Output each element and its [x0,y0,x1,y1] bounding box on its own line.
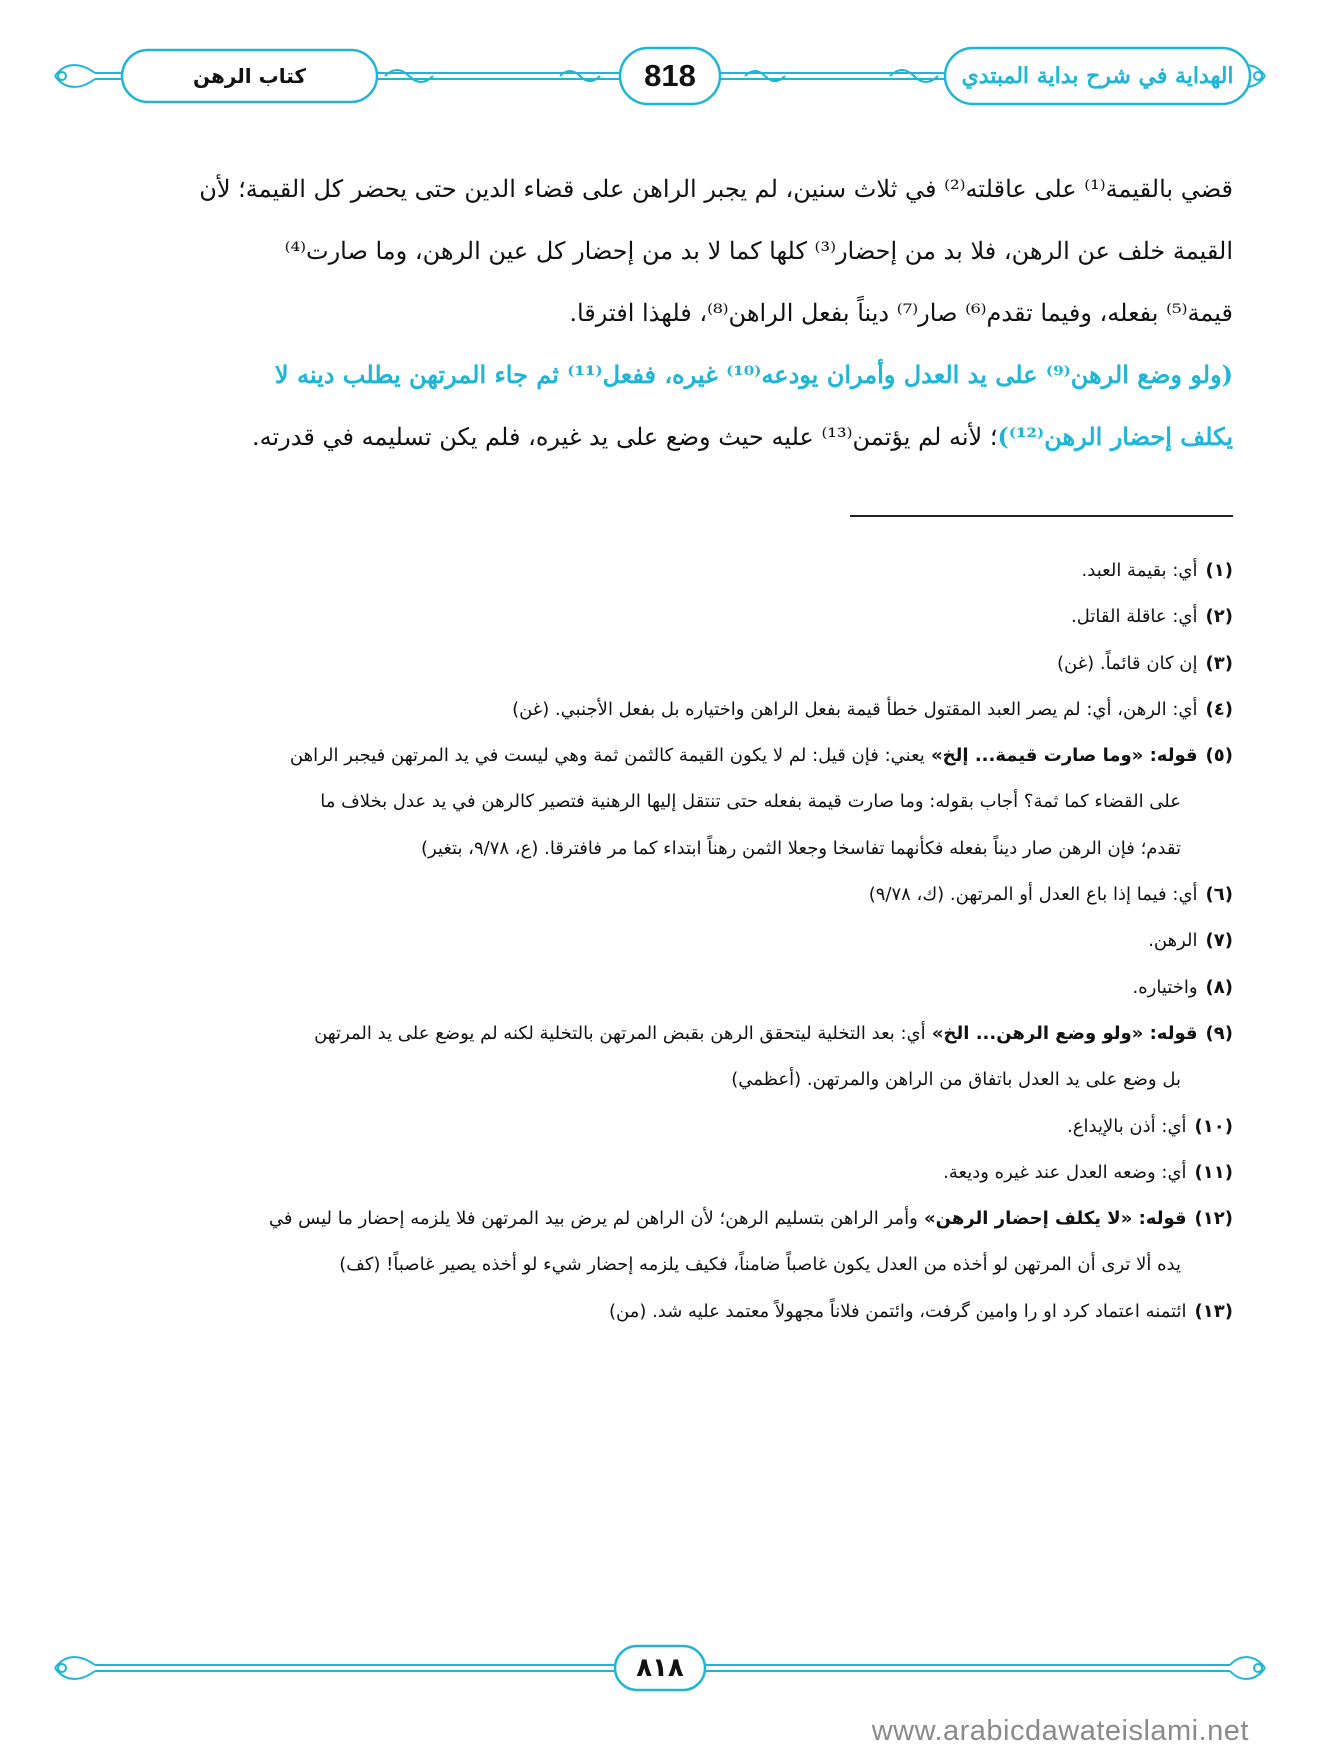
footnote-number: (٧) [1205,930,1233,952]
footnote-number: (١٠) [1194,1115,1233,1137]
footnote [98,1011,1233,1057]
footnote [98,872,1233,918]
footnote-text: يعني: فإن قيل: لم لا يكون القيمة كالثمن ثمة وهي ليست في يد المرتهن فيجبر الراهن [289,745,925,767]
commentary-text: القيمة خلف عن الرهن، فلا بد من إحضار⁽³⁾ كلها كما لا بد من إحضار كل عين الرهن، وما صارت⁽⁴⁾ [284,237,1233,265]
matn-text: يكلف إحضار الرهن⁽¹²⁾) [997,422,1233,451]
footnote-number: (٦) [1205,884,1233,906]
footnote-text: الرهن. [1148,930,1198,952]
commentary-text: قيمة⁽⁵⁾ بفعله، وفيما تقدم⁽⁶⁾ صار⁽⁷⁾ ديناً بفعل الراهن⁽⁸⁾، فلهذا افترقا. [569,299,1233,327]
main-text-line [108,406,1233,468]
footnote [98,1289,1233,1335]
footnote-number: (١٣) [1194,1300,1233,1322]
footnote-number: (٨) [1205,976,1233,998]
page-number: 818 [644,58,696,93]
footnote-text: واختياره. [1132,976,1198,998]
footnote-text: أي: الرهن، أي: لم يصر العبد المقتول خطأ قيمة بفعل الراهن واختياره بل بفعل الأجنبي. (غن) [512,698,1198,720]
chapter-title: كتاب الرهن [192,64,307,88]
footnote-number: (٥) [1205,745,1233,767]
footnote-number: (٩) [1205,1022,1233,1044]
footnote-text: إن كان قائماً. (غن) [1057,652,1198,674]
main-text [108,158,1233,468]
footnote-number: (٤) [1205,698,1233,720]
footnote-continuation: تقدم؛ فإن الرهن صار ديناً بفعله فكأنهما تفاسخا وجعلا الثمن رهناً ابتداء كما مر فافترقا. (ع، ٩/٧٨، بتغير) [420,837,1181,859]
footnote [98,548,1233,594]
footnote-text: أي: عاقلة القاتل. [1071,606,1198,628]
footnote-text: أي: فيما إذا باع العدل أو المرتهن. (ك، ٩/٧٨) [868,884,1198,906]
footnote-separator [850,515,1233,517]
footnote-continuation: يده ألا ترى أن المرتهن لو أخذه من العدل يكون غاصباً ضامناً، فكيف يلزمه إحضار شيء لو أخذه يصير غاصباً! (كف) [339,1254,1181,1276]
footnote-number: (١) [1205,560,1233,581]
footnote [98,1104,1233,1150]
footnote-text: وأمر الراهن بتسليم الرهن؛ لأن الراهن لم يرض بيد المرتهن فلا يلزمه إحضار ما ليس في [268,1208,918,1230]
footnote-text: ائتمنه اعتماد كرد او را وامين گرفت، وائتمن فلاناً مجهولاً معتمد عليه شد. (من) [608,1300,1187,1322]
footnote-text: أي: بعد التخلية ليتحقق الرهن بقبض المرتهن بالتخلية لكنه لم يوضع على يد المرتهن [314,1022,926,1044]
footnote [98,918,1233,964]
footnote-lead: قوله: «وما صارت قيمة... إلخ» [924,745,1198,767]
footnote [98,1150,1233,1196]
footnote [98,641,1233,687]
commentary-text: قضي بالقيمة⁽¹⁾ على عاقلته⁽²⁾ في ثلاث سنين، لم يجبر الراهن على قضاء الدين حتى يحضر كل القيمة؛ لأن [199,175,1233,203]
main-text-line [108,282,1233,344]
footnote [98,687,1233,733]
main-text-line [108,220,1233,282]
matn-text: (ولو وضع الرهن⁽⁹⁾ على يد العدل وأمران يودعه⁽¹⁰⁾ غيره، ففعل⁽¹¹⁾ ثم جاء المرتهن يطلب دينه لا [274,360,1233,389]
page-header [0,40,1319,115]
footnote-text: أي: بقيمة العبد. [1081,560,1198,581]
book-series-title: الهداية في شرح بداية المبتدي [961,63,1234,89]
footnote-number: (٢) [1205,606,1233,628]
footnote-continuation: على القضاء كما ثمة؟ أجاب بقوله: وما صارت قيمة بفعله حتى تنتقل إليها الرهنية فتصير كالرهن في يد عدل بخلاف ما [320,791,1181,813]
footer-page-number: ٨١٨ [636,1653,684,1683]
website-watermark: www.arabicdawateislami.net [871,1715,1249,1747]
footnote-text: أي: أذن بالإيداع. [1067,1115,1187,1137]
footnote-number: (٣) [1205,652,1233,674]
footnote [98,965,1233,1011]
footnotes [98,548,1233,1335]
footnote-number: (١٢) [1194,1208,1233,1230]
footnote [98,594,1233,640]
footnote [98,1196,1233,1242]
footnote-lead: قوله: «ولو وضع الرهن... الخ» [925,1022,1198,1044]
footnote [98,733,1233,779]
commentary-text: ؛ لأنه لم يؤتمن⁽¹³⁾ عليه حيث وضع على يد غيره، فلم يكن تسليمه في قدرته. [252,423,998,451]
footnote-continuation: بل وضع على يد العدل باتفاق من الراهن والمرتهن. (أعظمي) [731,1069,1181,1091]
main-text-line [108,344,1233,406]
page-footer [0,1640,1319,1696]
main-text-line [108,158,1233,220]
footnote-text: أي: وضعه العدل عند غيره وديعة. [943,1161,1187,1183]
footnote-number: (١١) [1194,1161,1233,1183]
footnote-lead: قوله: «لا يكلف إحضار الرهن» [917,1208,1187,1230]
